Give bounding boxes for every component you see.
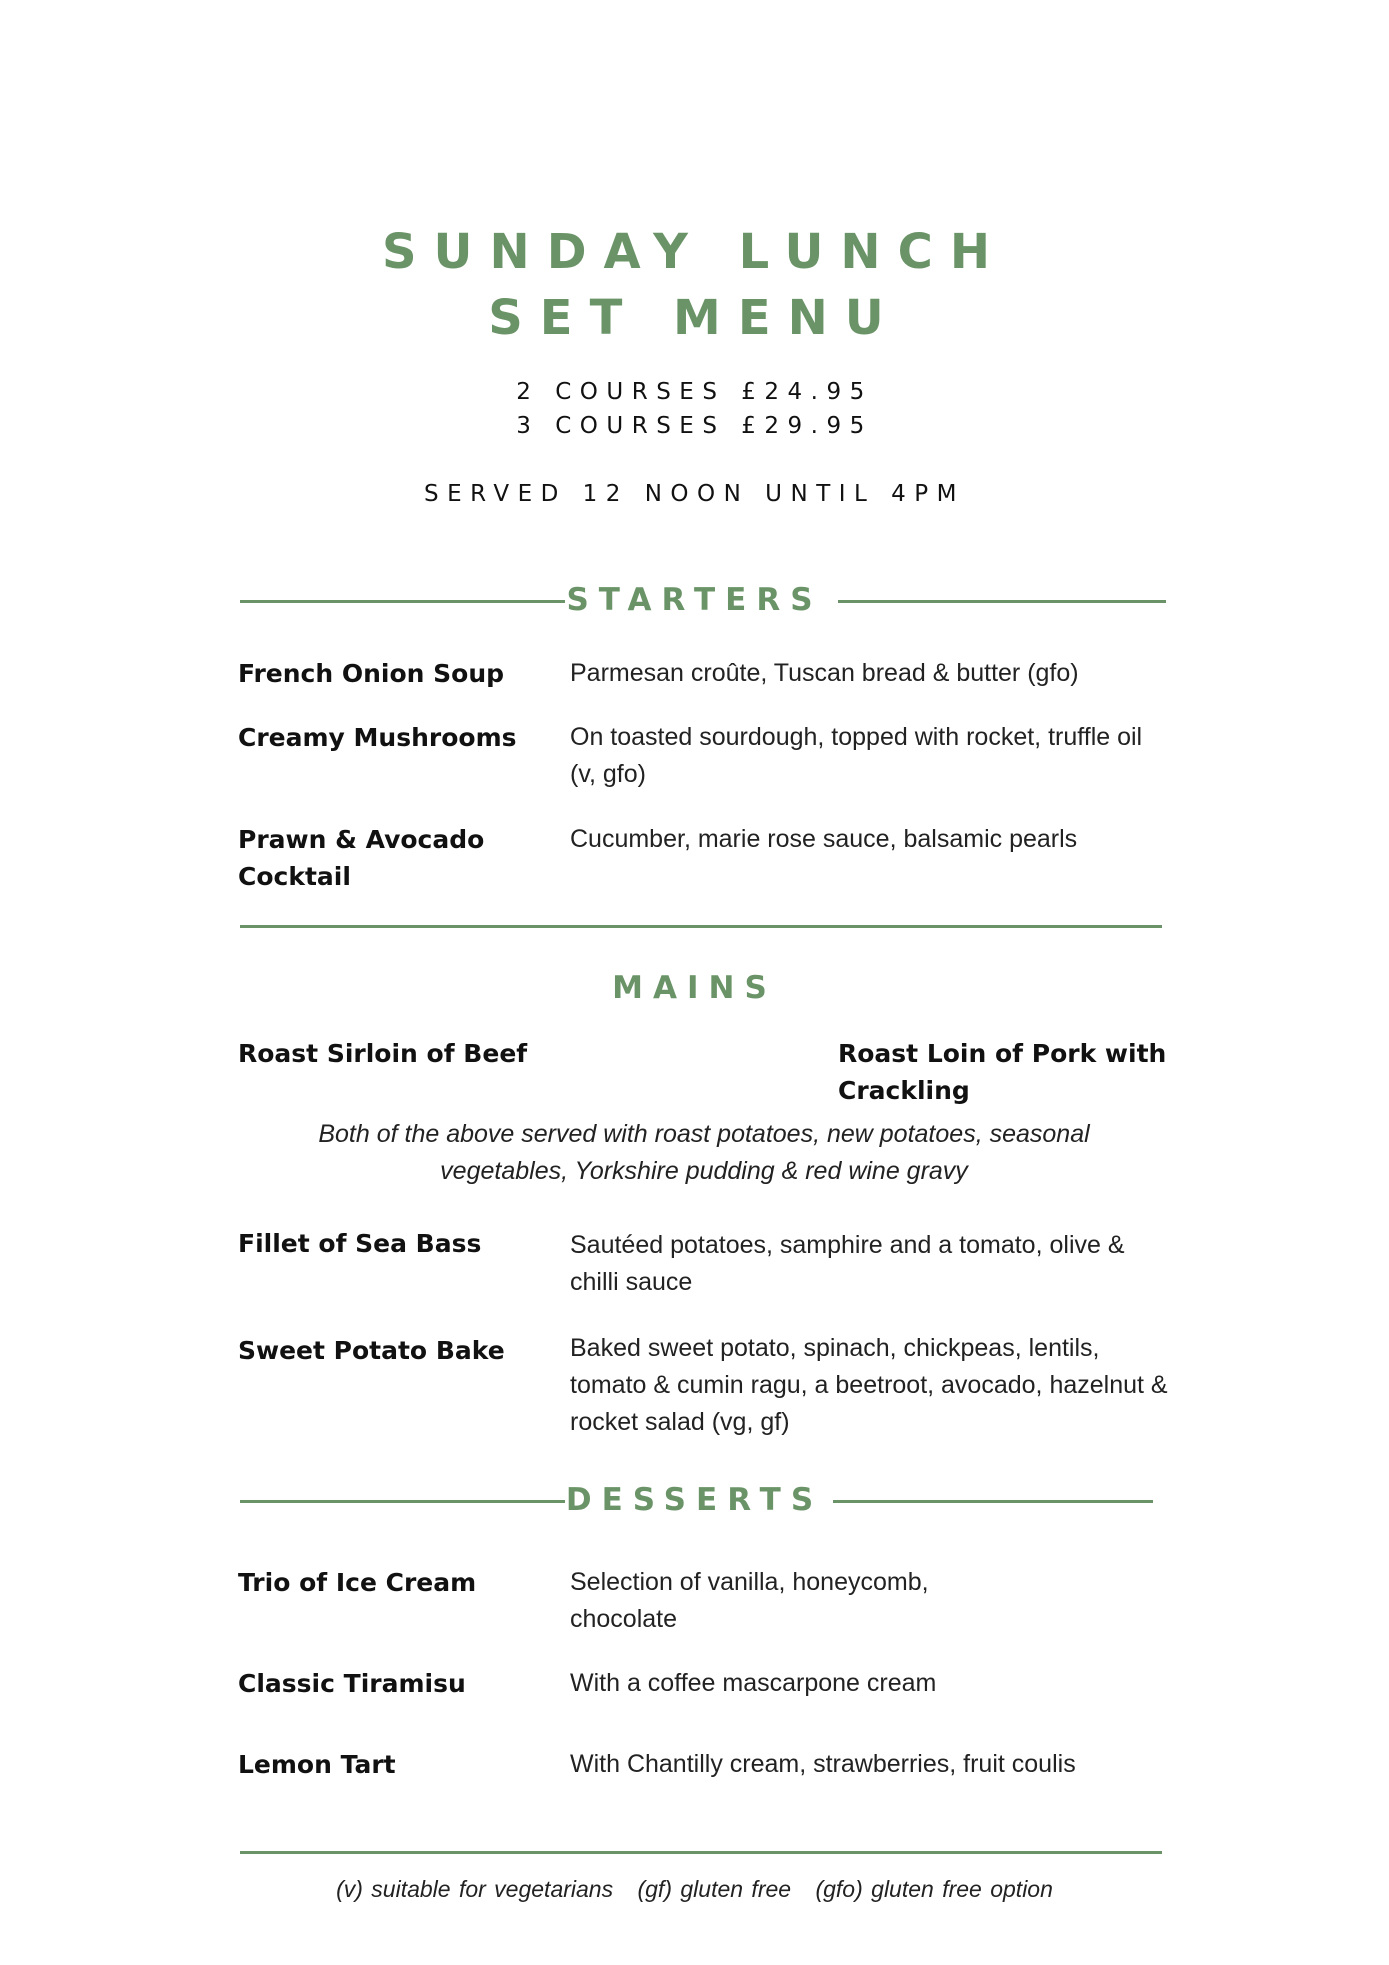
- price-three-courses: 3 COURSES £29.95: [516, 413, 873, 439]
- roast-accompaniments-note: Both of the above served with roast potatoes, new potatoes, seasonal vegetables, Yorkshire pudding & red wine gravy: [318, 1120, 1090, 1185]
- dietary-key-gluten-free-option: (gfo) gluten free option: [815, 1876, 1053, 1902]
- main-roast-pork: Roast Loin of Pork with Crackling: [838, 1039, 1167, 1105]
- desserts-heading: DESSERTS: [565, 1482, 824, 1518]
- starter-description: Cucumber, marie rose sauce, balsamic pearls: [570, 825, 1078, 853]
- dessert-description: Selection of vanilla, honeycomb, chocolate: [570, 1568, 929, 1633]
- starter-description: On toasted sourdough, topped with rocket, truffle oil (v, gfo): [570, 723, 1143, 788]
- starters-heading: STARTERS: [566, 582, 823, 618]
- starters-rule-right: [838, 600, 1166, 603]
- price-two-courses: 2 COURSES £24.95: [516, 379, 873, 405]
- starters-bottom-rule: [240, 925, 1162, 928]
- dessert-name: Classic Tiramisu: [238, 1669, 466, 1698]
- footer-rule: [240, 1851, 1162, 1854]
- menu-title-line-2: SET MENU: [488, 290, 901, 346]
- desserts-rule-right: [833, 1500, 1153, 1503]
- dietary-key-vegetarian: (v) suitable for vegetarians: [336, 1876, 614, 1902]
- main-description: Baked sweet potato, spinach, chickpeas, lentils, tomato & cumin ragu, a beetroot, avocado, hazelnut & rocket salad (vg, gf): [570, 1334, 1168, 1436]
- starter-name: Prawn & Avocado Cocktail: [238, 825, 485, 891]
- mains-heading: MAINS: [612, 970, 777, 1006]
- main-name: Fillet of Sea Bass: [238, 1229, 482, 1258]
- main-description: Sautéed potatoes, samphire and a tomato, olive & chilli sauce: [570, 1231, 1125, 1296]
- starter-name: Creamy Mushrooms: [238, 723, 517, 752]
- dessert-description: With Chantilly cream, strawberries, fruit coulis: [570, 1750, 1076, 1778]
- dietary-key: [0, 1873, 1389, 1905]
- served-hours: SERVED 12 NOON UNTIL 4PM: [424, 481, 965, 507]
- dessert-name: Lemon Tart: [238, 1750, 396, 1779]
- dessert-description: With a coffee mascarpone cream: [570, 1669, 937, 1697]
- dietary-key-gluten-free: (gf) gluten free: [637, 1876, 792, 1902]
- main-name: Sweet Potato Bake: [238, 1336, 505, 1365]
- main-roast-beef: Roast Sirloin of Beef: [238, 1039, 528, 1068]
- menu-title-line-1: SUNDAY LUNCH: [381, 224, 1007, 280]
- dessert-name: Trio of Ice Cream: [238, 1568, 477, 1597]
- starter-name: French Onion Soup: [238, 659, 505, 688]
- starter-description: Parmesan croûte, Tuscan bread & butter (gfo): [570, 659, 1079, 687]
